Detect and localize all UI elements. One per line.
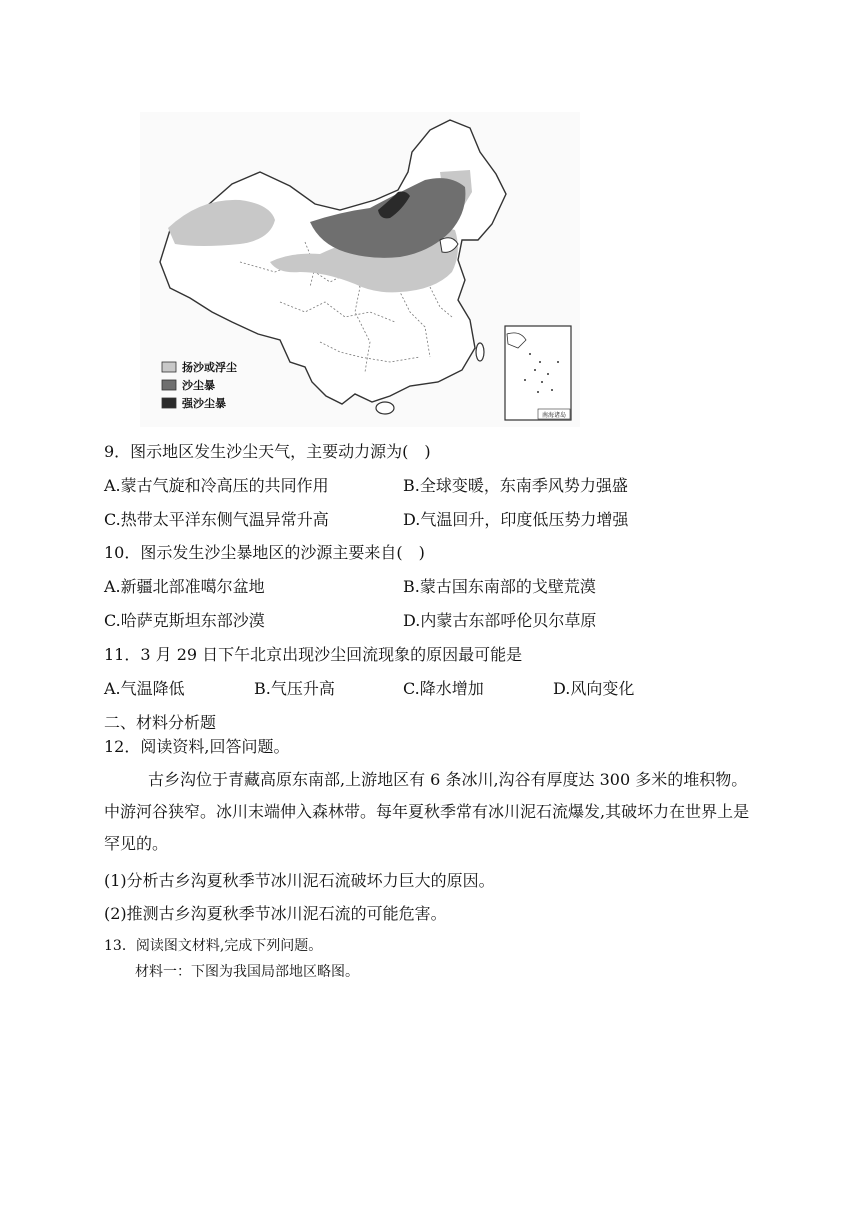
- hainan-island: [376, 402, 394, 414]
- question-9-option-b: B.全球变暖，东南季风势力强盛: [403, 476, 628, 495]
- inset-label: 南海诸岛: [541, 412, 567, 419]
- question-11-option-c: C.降水增加: [403, 679, 484, 698]
- question-11-stem: 11．3 月 29 日下午北京出现沙尘回流现象的原因最可能是: [104, 645, 523, 664]
- legend-label-strong-dust-storm: 强沙尘暴: [182, 397, 226, 410]
- question-10-option-b: B.蒙古国东南部的戈壁荒漠: [403, 577, 596, 596]
- question-12-stem: 12．阅读资料,回答问题。: [104, 737, 290, 756]
- legend-label-floating-dust: 扬沙或浮尘: [182, 361, 237, 374]
- legend-swatch-floating-dust: [162, 362, 176, 372]
- question-13-stem: 13．阅读图文材料,完成下列问题。: [104, 938, 323, 954]
- question-10-option-c: C.哈萨克斯坦东部沙漠: [104, 611, 265, 630]
- south-china-sea-inset: [505, 326, 571, 420]
- taiwan-island: [476, 343, 484, 361]
- question-12-paragraph-text: 古乡沟位于青藏高原东南部,上游地区有 6 条冰川,沟谷有厚度达 300 多米的堆积物。中游河谷狭窄。冰川末端伸入森林带。每年夏秋季常有冰川泥石流爆发,其破坏力在世界上是罕见的。: [104, 770, 750, 853]
- legend-swatch-strong-dust-storm: [162, 398, 176, 408]
- question-11-option-a: A.气温降低: [104, 679, 185, 698]
- section-2-heading: 二、材料分析题: [104, 713, 217, 732]
- question-11-option-b: B.气压升高: [254, 679, 335, 698]
- question-10-option-a: A.新疆北部准噶尔盆地: [104, 577, 265, 596]
- question-9-option-d: D.气温回升，印度低压势力增强: [403, 510, 629, 529]
- question-9-option-a: A.蒙古气旋和冷高压的共同作用: [104, 476, 329, 495]
- question-10-option-d: D.内蒙古东部呼伦贝尔草原: [403, 611, 597, 630]
- question-9-stem: 9．图示地区发生沙尘天气，主要动力源为( ): [104, 442, 431, 461]
- legend-swatch-dust-storm: [162, 380, 176, 390]
- dust-weather-map: [140, 112, 580, 427]
- legend-label-dust-storm: 沙尘暴: [182, 379, 215, 392]
- question-10-stem: 10．图示发生沙尘暴地区的沙源主要来自( ): [104, 543, 425, 562]
- question-11-option-d: D.风向变化: [553, 679, 635, 698]
- question-12-paragraph: [104, 764, 754, 860]
- question-12-sub-1: (1)分析古乡沟夏秋季节冰川泥石流破坏力巨大的原因。: [104, 871, 495, 890]
- question-12-sub-2: (2)推测古乡沟夏秋季节冰川泥石流的可能危害。: [104, 904, 447, 923]
- question-9-option-c: C.热带太平洋东侧气温异常升高: [104, 510, 329, 529]
- question-13-material-1: 材料一：下图为我国局部地区略图。: [135, 964, 359, 980]
